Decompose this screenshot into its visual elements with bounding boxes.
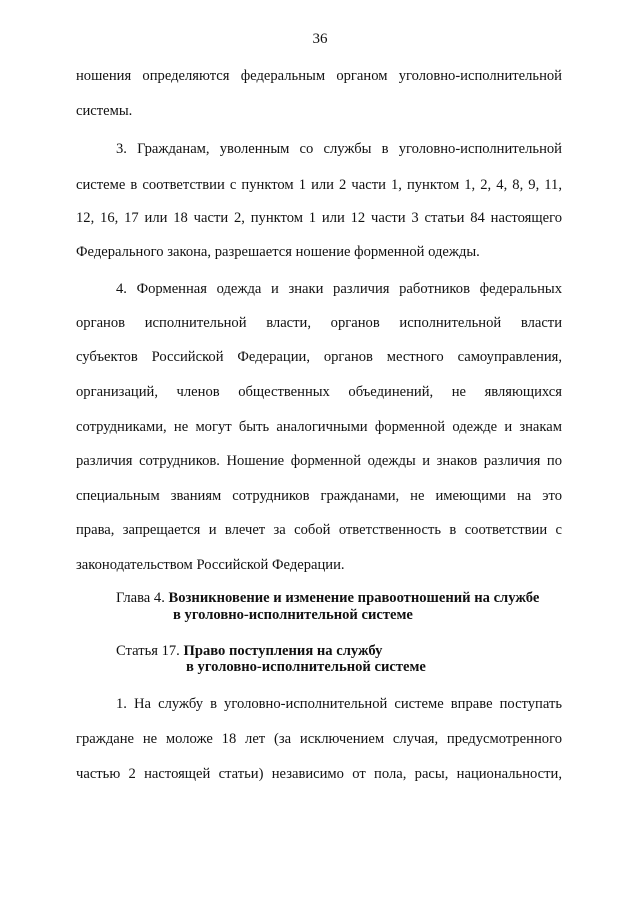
paragraph-line: организаций, членов общественных объединений, не являющихся <box>76 384 562 400</box>
paragraph-line: законодательством Российской Федерации. <box>76 557 345 573</box>
paragraph-line: органов исполнительной власти, органов исполнительной власти <box>76 315 562 331</box>
paragraph-line: 4. Форменная одежда и знаки различия работников федеральных <box>116 281 562 297</box>
paragraph-line: 12, 16, 17 или 18 части 2, пунктом 1 или 12 части 3 статьи 84 настоящего <box>76 210 562 226</box>
article-title-line2: в уголовно-исполнительной системе <box>186 659 426 675</box>
chapter-title-line1: Возникновение и изменение правоотношений на службе <box>168 590 540 606</box>
article-title-line1: Право поступления на службу <box>183 643 383 659</box>
article-heading-continuation <box>186 659 426 676</box>
paragraph-line: граждане не моложе 18 лет (за исключением случая, предусмотренного <box>76 731 562 747</box>
article-heading <box>116 643 382 660</box>
page-number: 36 <box>312 31 328 47</box>
paragraph-line: специальным званиям сотрудников гражданами, не имеющими на это <box>76 488 562 504</box>
paragraph-line: системы. <box>76 103 133 119</box>
paragraph-line: сотрудниками, не могут быть аналогичными форменной одежде и знакам <box>76 419 562 435</box>
paragraph-line: системе в соответствии с пунктом 1 или 2 части 1, пунктом 1, 2, 4, 8, 9, 11, <box>76 177 562 193</box>
paragraph-line: различия сотрудников. Ношение форменной одежды и знаков различия по <box>76 453 562 469</box>
paragraph-line: 1. На службу в уголовно-исполнительной системе вправе поступать <box>116 696 562 712</box>
chapter-title-line2: в уголовно-исполнительной системе <box>173 607 413 623</box>
paragraph-line: права, запрещается и влечет за собой ответственность в соответствии с <box>76 522 562 538</box>
paragraph-line: частью 2 настоящей статьи) независимо от пола, расы, национальности, <box>76 766 562 782</box>
paragraph-line: 3. Гражданам, уволенным со службы в уголовно-исполнительной <box>116 141 562 157</box>
chapter-heading <box>116 590 539 607</box>
paragraph-line: Федерального закона, разрешается ношение форменной одежды. <box>76 244 480 260</box>
chapter-prefix: Глава 4. <box>116 590 165 606</box>
paragraph-line: ношения определяются федеральным органом уголовно-исполнительной <box>76 68 562 84</box>
paragraph-line: субъектов Российской Федерации, органов местного самоуправления, <box>76 349 562 365</box>
chapter-heading-continuation <box>173 607 413 624</box>
article-prefix: Статья 17. <box>116 643 180 659</box>
